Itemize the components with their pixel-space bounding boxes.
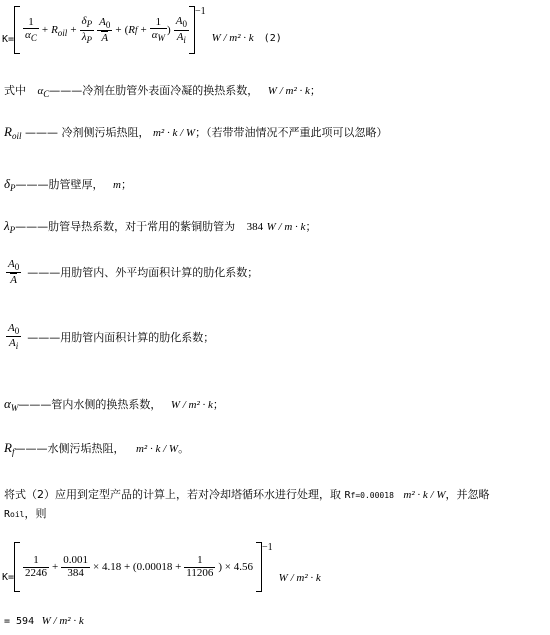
left-bracket (14, 6, 20, 54)
frac-1-over-alpha-c: $\frac{1}{\alpha_C}$ (25, 15, 37, 44)
definition-a0-over-abar: $\frac{A_0}{A}$ ———用肋管内、外平均面积计算的肋化系数； (8, 258, 259, 287)
definition-delta-p: $\delta_P———$肋管壁厚， m； (4, 176, 132, 193)
definition-alpha-c: 式中 $\alpha_C———$冷剂在肋管外表面冷凝的换热系数， W / m² · k； (4, 84, 321, 99)
formula-unit: W / m² · k (211, 32, 254, 44)
applied-paragraph: 将式（2）应用到定型产品的计算上，若对冷却塔循环水进行处理，取 Rf=0.00018 m² · k / W，并忽略 Roil，则 (4, 488, 490, 520)
frac-1-over-alpha-w: $\frac{1}{\alpha_W}$ (151, 15, 166, 44)
r-oil-term: $R_{oil}$ (51, 23, 68, 38)
result-line: = 594 W / m² · k (4, 615, 84, 627)
equation-tag: (2) (263, 32, 282, 44)
definition-r-f: $R_f———$水侧污垢热阻， m² · k / W。 (4, 440, 190, 457)
frac-a0-over-ai: $\frac{A_0}{A_i}$ (175, 15, 187, 45)
k-prefix-2: K= (2, 571, 15, 583)
exponent-neg-one: −1 (194, 6, 206, 17)
frac-1-over-2246: $\frac{1}{2246}$ (25, 553, 48, 579)
left-bracket-2 (14, 542, 20, 592)
numeric-formula: K= $\frac{1}{2246}$ + $\frac{0.001}{384}$ × 4.18 + (0.00018 + $\frac{1}{11206}$ ) × 4.56 −1 W / m² · k (2, 540, 321, 594)
frac-0001-over-384: $\frac{0.001}{384}$ (63, 553, 89, 579)
main-formula: K= $\frac{1}{\alpha_C}$ + $R_{oil}$ + $\frac{\delta_P}{\lambda_P}$ $\frac{A_0}{A}$ + ( R f + $\frac{1}{\alpha_W}$ ) $\frac{A_0}{A_i}$ −1 W / m² · k (2) (2, 4, 282, 56)
definition-r-oil: $R_{oil}$ ——— 冷剂侧污垢热阻， m² · k / W；（若带带油情况不严重此项可以忽略） (4, 124, 388, 141)
definition-lambda-p: $\lambda_P———$肋管导热系数，对于常用的紫铜肋管为 384 W / m · k； (4, 218, 317, 235)
numeric-unit: W / m² · k (278, 572, 321, 584)
frac-a0-over-abar: $\frac{A_0}{A}$ (99, 15, 111, 44)
frac-1-over-11206: $\frac{1}{11206}$ (186, 553, 214, 579)
definition-alpha-w: $\alpha_W———$管内水侧的换热系数， W / m² · k； (4, 396, 224, 413)
frac-delta-over-lambda: $\frac{\delta_P}{\lambda_P}$ (81, 15, 93, 45)
definition-a0-over-ai: $\frac{A_0}{A_i}$ ———用肋管内面积计算的肋化系数； (8, 322, 215, 352)
k-prefix: K= (2, 33, 15, 45)
